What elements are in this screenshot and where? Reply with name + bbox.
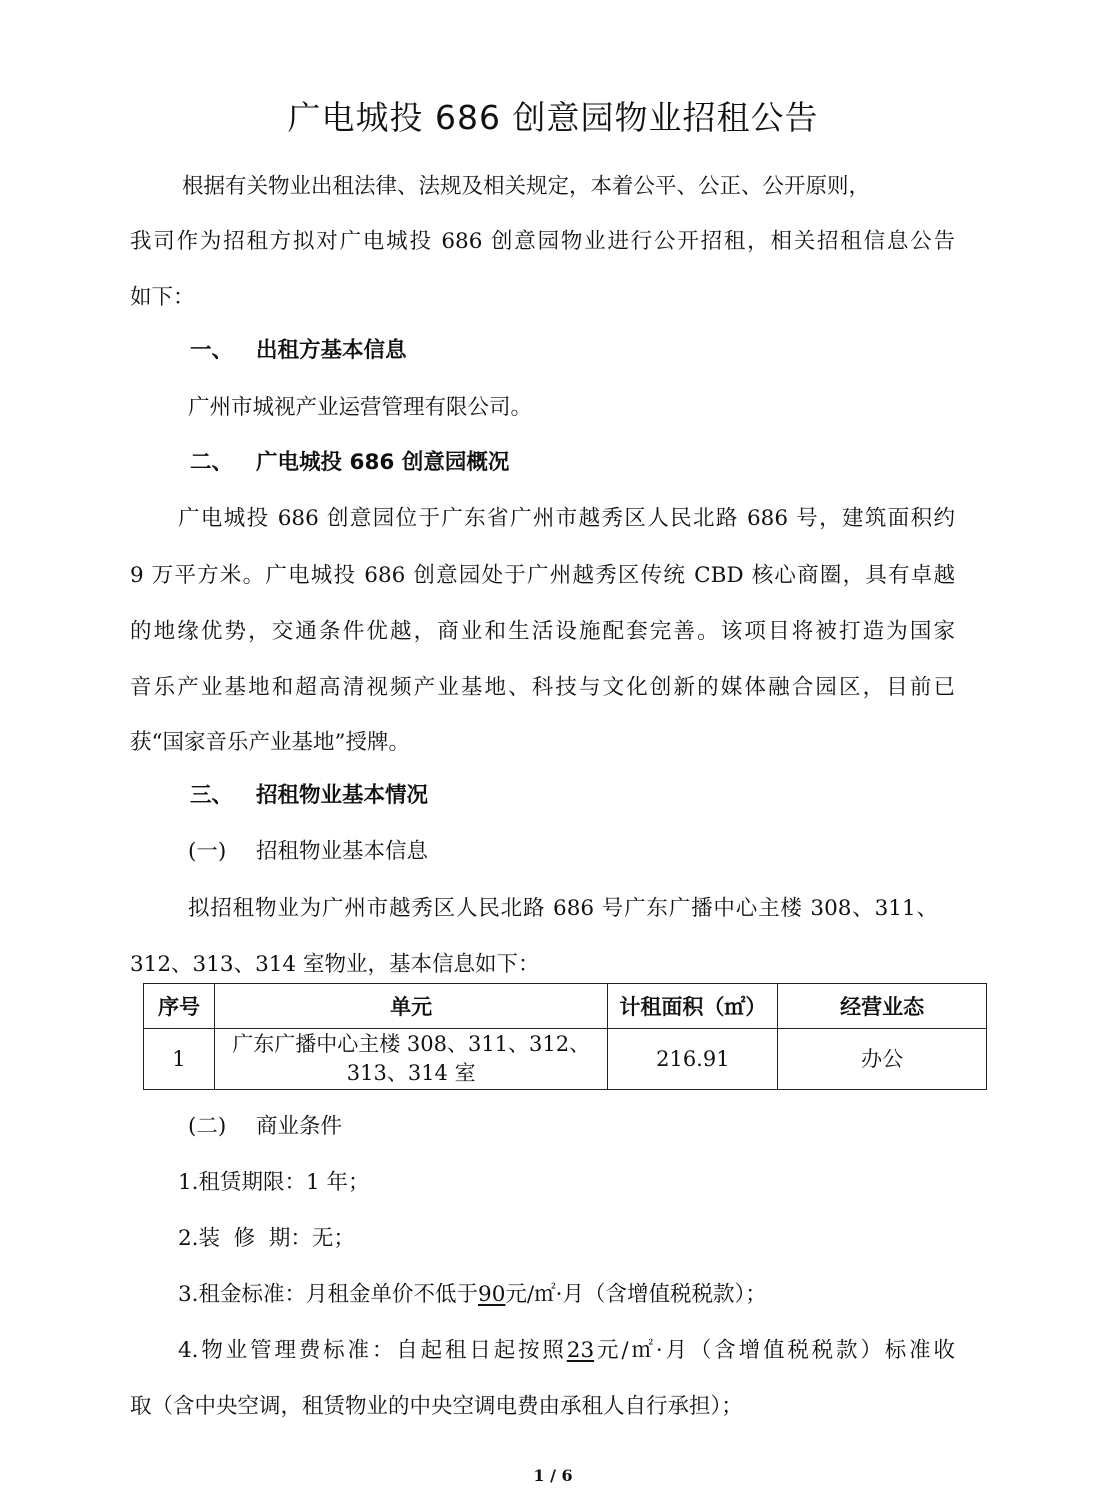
cell-unit (214, 1029, 607, 1090)
overview-line-1: 广电城投 686 创意园位于广东省广州市越秀区人民北路 686 号，建筑面积约 (178, 506, 955, 531)
cell-area: 216.91 (608, 1029, 778, 1090)
rent-value: 90 (478, 1282, 506, 1307)
intro-line-1: 根据有关物业出租法律、法规及相关规定，本着公平、公正、公开原则， (182, 174, 871, 199)
subsection-1-heading (188, 837, 428, 867)
property-table (143, 983, 987, 1090)
section-1-number: 一、 (190, 338, 234, 363)
intro-line-2: 我司作为招租方拟对广电城投 686 创意园物业进行公开招租，相关招租信息公告 (130, 229, 955, 254)
overview-line-2: 9 万平方米。广电城投 686 创意园处于广州越秀区传统 CBD 核心商圈，具有卓越 (130, 563, 955, 588)
cell-serial: 1 (144, 1029, 215, 1090)
cell-unit-line-2: 313、314 室 (346, 1061, 476, 1085)
section-2-title: 广电城投 686 创意园概况 (256, 450, 510, 475)
subsection-1-number: (一) (188, 839, 227, 864)
table-row (144, 1029, 987, 1090)
fee-unit: 元/㎡·月（含增值税税款）标准收 (594, 1338, 955, 1363)
section-3-number: 三、 (190, 783, 234, 808)
header-business-type: 经营业态 (778, 984, 987, 1029)
page-number: 1 / 6 (533, 1466, 573, 1485)
intro-line-3: 如下： (130, 285, 195, 310)
cell-unit-line-1: 广东广播中心主楼 308、311、312、 (232, 1032, 591, 1056)
subsection-2-heading (188, 1112, 342, 1142)
term-item-3 (178, 1280, 767, 1310)
overview-line-3: 的地缘优势，交通条件优越，商业和生活设施配套完善。该项目将被打造为国家 (130, 619, 955, 644)
subsection-2-title: 商业条件 (256, 1114, 343, 1139)
header-serial: 序号 (144, 984, 215, 1029)
section-2-heading (190, 448, 509, 478)
term-item-4-line-2: 取（含中央空调，租赁物业的中央空调电费由承租人自行承担）； (130, 1394, 743, 1419)
subsection-1-title: 招租物业基本信息 (256, 839, 429, 864)
section-1-title: 出租方基本信息 (256, 338, 407, 363)
section-3-heading (190, 781, 428, 811)
rent-label: 3.租金标准：月租金单价不低于 (178, 1282, 479, 1307)
subsection-2-number: (二) (188, 1114, 227, 1139)
cell-business-type: 办公 (778, 1029, 987, 1090)
section-2-number: 二、 (190, 450, 234, 475)
lessor-name: 广州市城视产业运营管理有限公司。 (188, 395, 533, 420)
overview-line-4: 音乐产业基地和超高清视频产业基地、科技与文化创新的媒体融合园区，目前已 (130, 675, 955, 700)
term-item-2: 2.装 修 期：无； (178, 1226, 355, 1251)
header-area: 计租面积（㎡） (608, 984, 778, 1029)
section-1-heading (190, 336, 407, 366)
term-item-1: 1.租赁期限：1 年； (178, 1170, 370, 1195)
property-line-1: 拟招租物业为广州市越秀区人民北路 686 号广东广播中心主楼 308、311、 (188, 896, 938, 921)
term-item-4 (178, 1336, 955, 1366)
fee-value: 23 (566, 1338, 595, 1363)
rent-unit: 元/㎡·月（含增值税税款）； (505, 1282, 767, 1307)
document-title: 广电城投 686 创意园物业招租公告 (287, 98, 819, 137)
header-unit: 单元 (214, 984, 607, 1029)
table-header-row (144, 984, 987, 1029)
section-3-title: 招租物业基本情况 (256, 783, 429, 808)
property-line-2: 312、313、314 室物业，基本信息如下： (130, 952, 540, 977)
fee-label: 4.物业管理费标准：自起租日起按照 (178, 1338, 567, 1363)
overview-line-5: 获“国家音乐产业基地”授牌。 (130, 730, 410, 755)
